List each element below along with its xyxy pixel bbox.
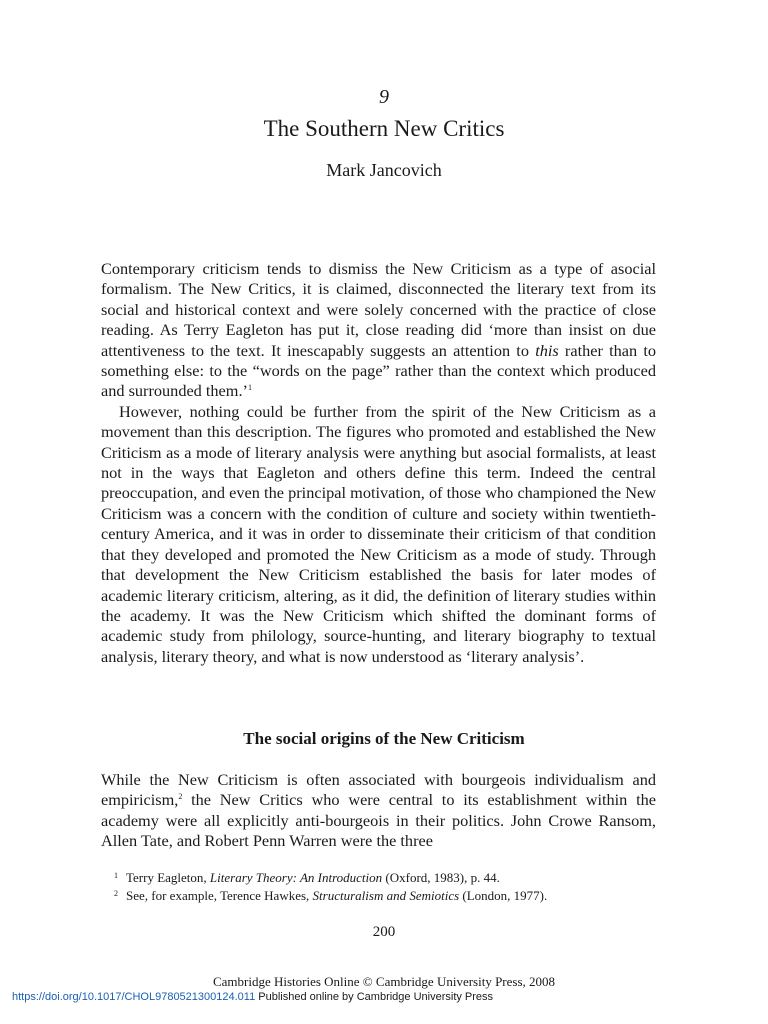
- paragraph-1: Contemporary criticism tends to dismiss the New Criticism as a type of asocial formalism. The New Critics, it is claimed, disconnected the literary text from its social and historical context and were solely concerned with the practice of close reading. As Terry Eagleton has put it, close reading did ‘more than insist on due attentiveness to the text. It inescapably suggests an attention to this rather than to something else: to the “words on the page” rather than the context which produced and surrounded them.’$^1$: [101, 259, 656, 401]
- page-number: 200: [372, 924, 396, 940]
- footnote-2: $^2$ See, for example, Terence Hawkes, Structuralism and Semiotics (London, 1977).: [114, 888, 548, 903]
- footnote-1: $^1$ Terry Eagleton, Literary Theory: An Introduction (Oxford, 1983), p. 44.: [114, 870, 500, 885]
- chapter-author: Mark Jancovich: [326, 160, 442, 180]
- paragraph-2: However, nothing could be further from the spirit of the New Criticism as a movement than this description. The figures who promoted and established the New Criticism as a mode of literary analysis were anything but asocial formalists, at least not in the ways that Eagleton and others define this term. Indeed the central preoccupation, and even the principal motivation, of those who championed the New Criticism was a concern with the condition of culture and society within twentieth-century America, and it was in order to disseminate their criticism of that condition that they developed and promoted the New Criticism as a mode of study. Through that development the New Criticism established the basis for later modes of academic literary criticism, altering, as it did, the definition of literary studies within the academy. It was the New Criticism which shifted the dominant forms of academic study from philology, source-hunting, and literary biography to textual analysis, literary theory, and what is now understood as ‘literary analysis’.: [101, 401, 656, 666]
- doi-line: [12, 991, 752, 1003]
- doi-link[interactable]: https://doi.org/10.1017/CHOL9780521300124.011: [12, 991, 256, 1003]
- chapter-title: The Southern New Critics: [263, 116, 505, 141]
- chapter-number: 9: [379, 86, 389, 108]
- published-online-text: Published online by Cambridge University Press: [255, 991, 494, 1003]
- emphasis-this: this: [535, 340, 559, 360]
- publisher-imprint: Cambridge Histories Online © Cambridge University Press, 2008: [212, 974, 556, 989]
- footnote-ref-1[interactable]: 1: [247, 383, 252, 393]
- footnote-ref-2[interactable]: 2: [178, 792, 183, 802]
- body-text-lower: [101, 770, 656, 852]
- section-heading: The social origins of the New Criticism: [243, 729, 525, 748]
- body-text-upper: [101, 259, 656, 667]
- footnotes: [114, 868, 654, 904]
- paragraph-3: While the New Criticism is often associated with bourgeois individualism and empiricism,$^2$ the New Critics who were central to its establishment within the academy were all explicitly anti-bourgeois in their politics. John Crowe Ransom, Allen Tate, and Robert Penn Warren were the three: [101, 770, 656, 851]
